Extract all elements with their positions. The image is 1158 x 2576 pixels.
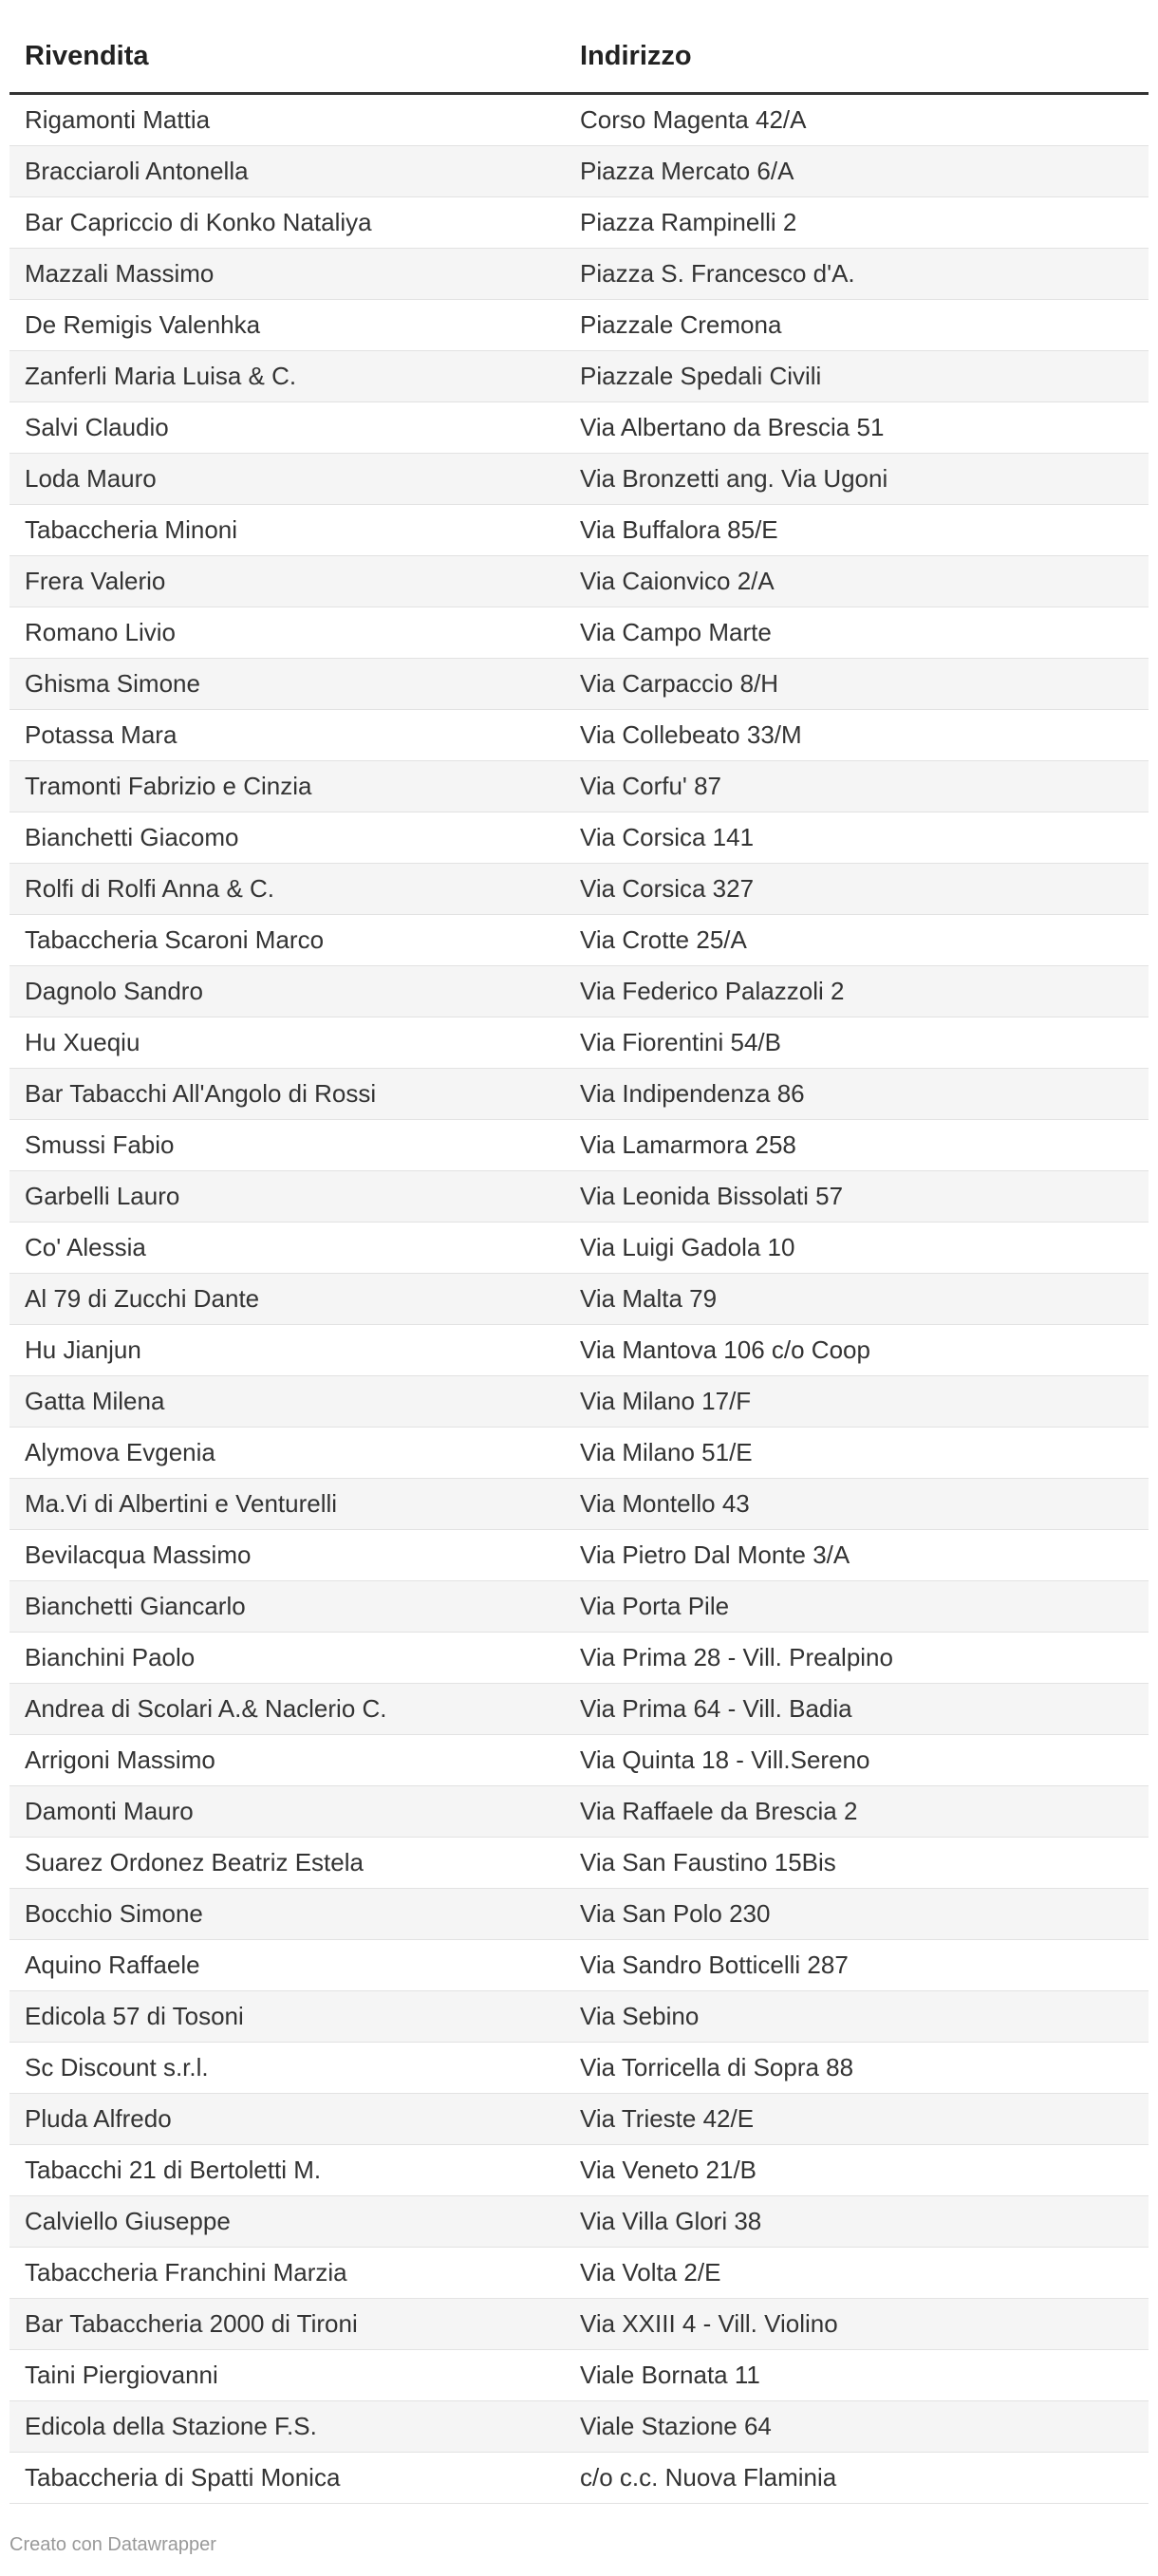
cell-indirizzo: Via Veneto 21/B bbox=[580, 2156, 757, 2184]
cell-rivendita: Garbelli Lauro bbox=[25, 1182, 180, 1210]
cell-indirizzo: Via Montello 43 bbox=[580, 1489, 750, 1518]
cell-indirizzo: Via Leonida Bissolati 57 bbox=[580, 1182, 844, 1210]
column-header-indirizzo[interactable]: Indirizzo bbox=[580, 41, 692, 71]
table-row bbox=[9, 966, 1149, 1017]
cell-indirizzo: Via Albertano da Brescia 51 bbox=[580, 413, 885, 441]
cell-indirizzo: Via Malta 79 bbox=[580, 1284, 718, 1313]
table-row bbox=[9, 1530, 1149, 1581]
cell-indirizzo: Via San Polo 230 bbox=[580, 1899, 771, 1928]
table-row bbox=[9, 2248, 1149, 2299]
cell-rivendita: Taini Piergiovanni bbox=[25, 2361, 218, 2389]
cell-rivendita: Frera Valerio bbox=[25, 567, 166, 595]
cell-rivendita: Tabaccheria Scaroni Marco bbox=[25, 925, 325, 954]
cell-indirizzo: Via Sebino bbox=[580, 2002, 700, 2030]
table-row bbox=[9, 1786, 1149, 1838]
cell-rivendita: Suarez Ordonez Beatriz Estela bbox=[25, 1848, 364, 1876]
cell-indirizzo: Via Milano 51/E bbox=[580, 1438, 753, 1466]
cell-rivendita: Rolfi di Rolfi Anna & C. bbox=[25, 874, 275, 903]
cell-indirizzo: Piazza Mercato 6/A bbox=[580, 157, 794, 185]
cell-rivendita: Calviello Giuseppe bbox=[25, 2207, 231, 2235]
cell-rivendita: Tramonti Fabrizio e Cinzia bbox=[25, 772, 312, 800]
table-row bbox=[9, 761, 1149, 812]
table-row bbox=[9, 2299, 1149, 2350]
table-row bbox=[9, 2145, 1149, 2196]
cell-rivendita: Gatta Milena bbox=[25, 1387, 165, 1415]
cell-indirizzo: Via Fiorentini 54/B bbox=[580, 1028, 781, 1056]
table-row bbox=[9, 710, 1149, 761]
cell-rivendita: Edicola della Stazione F.S. bbox=[25, 2412, 317, 2440]
table-row bbox=[9, 1633, 1149, 1684]
cell-rivendita: Bar Tabaccheria 2000 di Tironi bbox=[25, 2309, 358, 2338]
cell-rivendita: Arrigoni Massimo bbox=[25, 1745, 215, 1774]
cell-indirizzo: Viale Bornata 11 bbox=[580, 2361, 760, 2389]
table-row bbox=[9, 1069, 1149, 1120]
cell-indirizzo: Via Carpaccio 8/H bbox=[580, 669, 779, 698]
table-row bbox=[9, 1684, 1149, 1735]
table-row bbox=[9, 556, 1149, 607]
table-row bbox=[9, 95, 1149, 146]
cell-rivendita: Romano Livio bbox=[25, 618, 176, 646]
cell-rivendita: Rigamonti Mattia bbox=[25, 105, 211, 134]
cell-rivendita: Dagnolo Sandro bbox=[25, 977, 203, 1005]
cell-rivendita: Bracciaroli Antonella bbox=[25, 157, 249, 185]
cell-rivendita: Mazzali Massimo bbox=[25, 259, 215, 288]
table-row bbox=[9, 1376, 1149, 1428]
cell-rivendita: Bar Tabacchi All'Angolo di Rossi bbox=[25, 1079, 377, 1108]
table-row bbox=[9, 1325, 1149, 1376]
cell-indirizzo: Via Campo Marte bbox=[580, 618, 772, 646]
cell-indirizzo: Via Luigi Gadola 10 bbox=[580, 1233, 795, 1261]
cell-rivendita: Bocchio Simone bbox=[25, 1899, 203, 1928]
table-row bbox=[9, 2196, 1149, 2248]
table-row bbox=[9, 1735, 1149, 1786]
table-row bbox=[9, 1274, 1149, 1325]
cell-rivendita: Damonti Mauro bbox=[25, 1797, 194, 1825]
cell-rivendita: Ghisma Simone bbox=[25, 669, 200, 698]
table-body bbox=[9, 95, 1149, 2504]
table-row bbox=[9, 402, 1149, 454]
cell-indirizzo: Piazza Rampinelli 2 bbox=[580, 208, 797, 236]
cell-rivendita: Tabacchi 21 di Bertoletti M. bbox=[25, 2156, 322, 2184]
cell-indirizzo: Via Corfu' 87 bbox=[580, 772, 722, 800]
table-row bbox=[9, 2401, 1149, 2453]
cell-rivendita: Bianchini Paolo bbox=[25, 1643, 196, 1671]
cell-rivendita: Co' Alessia bbox=[25, 1233, 146, 1261]
table-row bbox=[9, 1120, 1149, 1171]
cell-indirizzo: Via Prima 64 - Vill. Badia bbox=[580, 1694, 852, 1723]
cell-rivendita: Pluda Alfredo bbox=[25, 2104, 172, 2133]
cell-indirizzo: Via Sandro Botticelli 287 bbox=[580, 1951, 849, 1979]
cell-rivendita: Bevilacqua Massimo bbox=[25, 1540, 252, 1569]
cell-indirizzo: Via XXIII 4 - Vill. Violino bbox=[580, 2309, 838, 2338]
cell-indirizzo: Via Torricella di Sopra 88 bbox=[580, 2053, 854, 2081]
cell-indirizzo: Corso Magenta 42/A bbox=[580, 105, 807, 134]
column-header-rivendita[interactable]: Rivendita bbox=[25, 41, 149, 71]
cell-rivendita: Andrea di Scolari A.& Naclerio C. bbox=[25, 1694, 387, 1723]
table-row bbox=[9, 1428, 1149, 1479]
table-row bbox=[9, 454, 1149, 505]
cell-rivendita: Salvi Claudio bbox=[25, 413, 169, 441]
cell-rivendita: Bianchetti Giacomo bbox=[25, 823, 239, 851]
cell-indirizzo: Via Milano 17/F bbox=[580, 1387, 752, 1415]
table-row bbox=[9, 1889, 1149, 1940]
cell-indirizzo: Via Corsica 327 bbox=[580, 874, 755, 903]
cell-rivendita: Tabaccheria Franchini Marzia bbox=[25, 2258, 347, 2287]
cell-rivendita: Sc Discount s.r.l. bbox=[25, 2053, 209, 2081]
cell-rivendita: Tabaccheria Minoni bbox=[25, 515, 238, 544]
cell-indirizzo: Via Prima 28 - Vill. Prealpino bbox=[580, 1643, 893, 1671]
cell-indirizzo: Via Pietro Dal Monte 3/A bbox=[580, 1540, 850, 1569]
table-row bbox=[9, 2043, 1149, 2094]
cell-indirizzo: Via Crotte 25/A bbox=[580, 925, 747, 954]
cell-indirizzo: Via Corsica 141 bbox=[580, 823, 755, 851]
cell-indirizzo: Piazzale Cremona bbox=[580, 310, 782, 339]
table-row bbox=[9, 1171, 1149, 1223]
cell-indirizzo: Via Volta 2/E bbox=[580, 2258, 721, 2287]
table-row bbox=[9, 146, 1149, 197]
table-row bbox=[9, 607, 1149, 659]
cell-rivendita: Hu Xueqiu bbox=[25, 1028, 140, 1056]
table-row bbox=[9, 300, 1149, 351]
cell-indirizzo: Via Villa Glori 38 bbox=[580, 2207, 762, 2235]
cell-indirizzo: Via Federico Palazzoli 2 bbox=[580, 977, 845, 1005]
cell-rivendita: Edicola 57 di Tosoni bbox=[25, 2002, 244, 2030]
cell-rivendita: Hu Jianjun bbox=[25, 1335, 141, 1364]
table-row bbox=[9, 1017, 1149, 1069]
cell-indirizzo: Via Buffalora 85/E bbox=[580, 515, 778, 544]
cell-rivendita: Zanferli Maria Luisa & C. bbox=[25, 362, 297, 390]
cell-rivendita: Alymova Evgenia bbox=[25, 1438, 215, 1466]
table-row bbox=[9, 2350, 1149, 2401]
table-row bbox=[9, 915, 1149, 966]
cell-indirizzo: Via Porta Pile bbox=[580, 1592, 730, 1620]
cell-rivendita: Al 79 di Zucchi Dante bbox=[25, 1284, 260, 1313]
cell-indirizzo: c/o c.c. Nuova Flaminia bbox=[580, 2463, 837, 2492]
table-row bbox=[9, 2453, 1149, 2504]
cell-rivendita: Potassa Mara bbox=[25, 720, 177, 749]
datawrapper-credit[interactable]: Creato con Datawrapper bbox=[9, 2534, 216, 2555]
table-row bbox=[9, 351, 1149, 402]
cell-indirizzo: Via Mantova 106 c/o Coop bbox=[580, 1335, 870, 1364]
table-row bbox=[9, 197, 1149, 249]
table-row bbox=[9, 1223, 1149, 1274]
table-row bbox=[9, 249, 1149, 300]
table-row bbox=[9, 864, 1149, 915]
cell-indirizzo: Via Collebeato 33/M bbox=[580, 720, 802, 749]
cell-indirizzo: Via Quinta 18 - Vill.Sereno bbox=[580, 1745, 870, 1774]
table-row bbox=[9, 2094, 1149, 2145]
table-row bbox=[9, 1581, 1149, 1633]
cell-indirizzo: Via Lamarmora 258 bbox=[580, 1130, 796, 1159]
data-table bbox=[9, 21, 1149, 2504]
table-row bbox=[9, 1991, 1149, 2043]
table-row bbox=[9, 812, 1149, 864]
table-row bbox=[9, 659, 1149, 710]
cell-rivendita: Bianchetti Giancarlo bbox=[25, 1592, 246, 1620]
cell-indirizzo: Piazzale Spedali Civili bbox=[580, 362, 822, 390]
cell-rivendita: De Remigis Valenhka bbox=[25, 310, 261, 339]
cell-indirizzo: Viale Stazione 64 bbox=[580, 2412, 772, 2440]
table-row bbox=[9, 1838, 1149, 1889]
cell-rivendita: Tabaccheria di Spatti Monica bbox=[25, 2463, 341, 2492]
cell-indirizzo: Via Raffaele da Brescia 2 bbox=[580, 1797, 858, 1825]
cell-indirizzo: Via Caionvico 2/A bbox=[580, 567, 775, 595]
cell-rivendita: Aquino Raffaele bbox=[25, 1951, 200, 1979]
table-row bbox=[9, 1479, 1149, 1530]
cell-indirizzo: Via Bronzetti ang. Via Ugoni bbox=[580, 464, 888, 493]
cell-rivendita: Loda Mauro bbox=[25, 464, 157, 493]
cell-rivendita: Ma.Vi di Albertini e Venturelli bbox=[25, 1489, 338, 1518]
cell-indirizzo: Via San Faustino 15Bis bbox=[580, 1848, 836, 1876]
cell-indirizzo: Via Trieste 42/E bbox=[580, 2104, 755, 2133]
cell-rivendita: Smussi Fabio bbox=[25, 1130, 175, 1159]
cell-indirizzo: Via Indipendenza 86 bbox=[580, 1079, 805, 1108]
table-row bbox=[9, 505, 1149, 556]
table-header bbox=[9, 21, 1149, 95]
cell-indirizzo: Piazza S. Francesco d'A. bbox=[580, 259, 855, 288]
table-row bbox=[9, 1940, 1149, 1991]
cell-rivendita: Bar Capriccio di Konko Nataliya bbox=[25, 208, 372, 236]
